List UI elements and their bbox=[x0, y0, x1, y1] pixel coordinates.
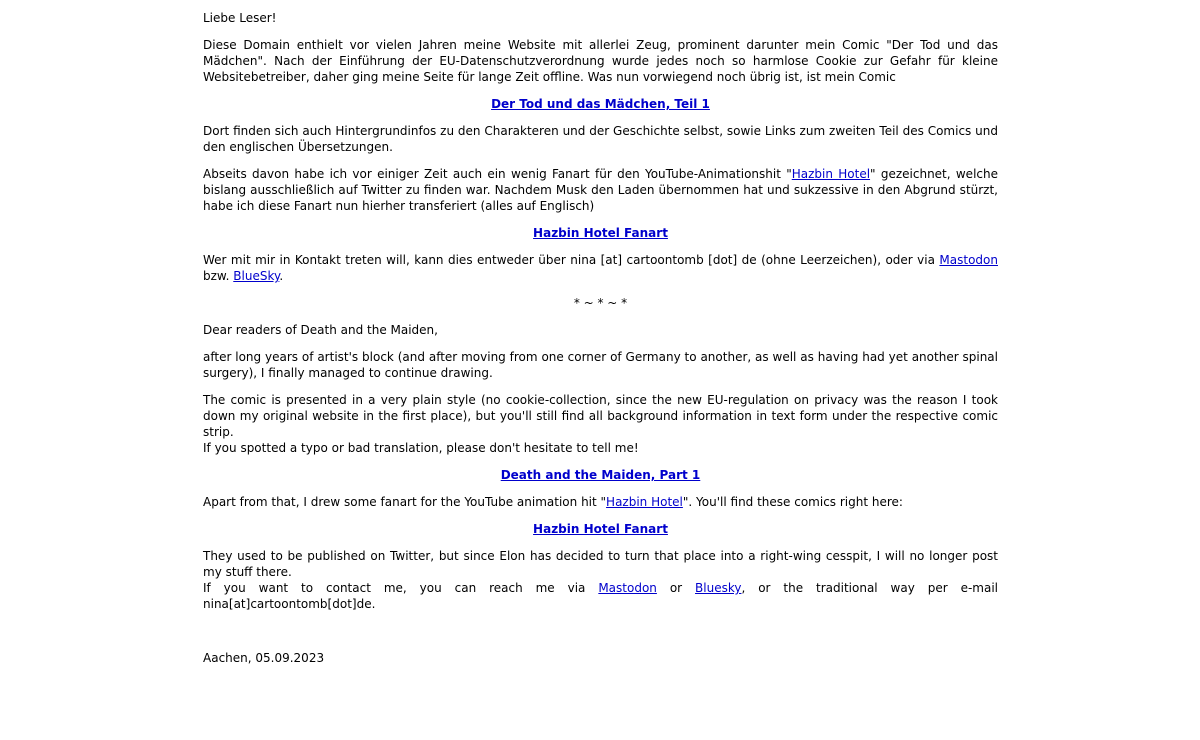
german-comic-link-line bbox=[203, 96, 998, 112]
mastodon-en-link[interactable]: Mastodon bbox=[598, 581, 657, 595]
hazbin-fanart-de-link[interactable]: Hazbin Hotel Fanart bbox=[533, 226, 668, 240]
english-style-paragraph bbox=[203, 392, 998, 456]
english-fanart-text-after: ". You'll find these comics right here: bbox=[682, 495, 903, 509]
page-content bbox=[203, 10, 998, 677]
english-contact-paragraph bbox=[203, 548, 998, 612]
english-contact-text-after: , or the traditional way per e-mail nina[at]cartoontomb[dot]de. bbox=[203, 581, 999, 611]
bluesky-en-link[interactable]: Bluesky bbox=[695, 581, 742, 595]
english-comic-link-line bbox=[203, 467, 998, 483]
bluesky-de-link[interactable]: BlueSky bbox=[233, 269, 280, 283]
german-fanart-link-line bbox=[203, 225, 998, 241]
english-fanart-link-line bbox=[203, 521, 998, 537]
german-greeting: Liebe Leser! bbox=[203, 11, 277, 25]
hazbin-hotel-en-link[interactable]: Hazbin Hotel bbox=[606, 495, 683, 509]
german-fanart-text-after: " gezeichnet, welche bislang ausschließlich auf Twitter zu finden war. Nachdem Musk den Laden übernommen hat und sukzessive in den Abgrund stürzt, habe ich diese Fanart nun hierher transferiert (alles auf Englisch) bbox=[203, 167, 998, 213]
hazbin-fanart-en-link[interactable]: Hazbin Hotel Fanart bbox=[533, 522, 668, 536]
english-intro-paragraph: after long years of artist's block (and after moving from one corner of Germany to another, as well as having had yet another spinal surgery), I finally managed to continue drawing. bbox=[203, 350, 998, 380]
german-fanart-paragraph bbox=[203, 166, 998, 214]
comic-part1-de-link[interactable]: Der Tod und das Mädchen, Teil 1 bbox=[491, 97, 710, 111]
footer-spacer bbox=[203, 623, 998, 650]
comic-part1-en-link[interactable]: Death and the Maiden, Part 1 bbox=[500, 468, 701, 482]
german-contact-text-before: Wer mit mir in Kontakt treten will, kann dies entweder über nina [at] cartoontomb [dot] de (ohne Leerzeichen), oder via bbox=[203, 253, 940, 267]
english-typo-text: If you spotted a typo or bad translation, please don't hesitate to tell me! bbox=[203, 441, 639, 455]
german-contact-paragraph bbox=[203, 252, 998, 284]
language-separator: * ~ * ~ * bbox=[573, 296, 628, 310]
english-contact-text-before: If you want to contact me, you can reach me via bbox=[203, 581, 599, 595]
footer-place-date: Aachen, 05.09.2023 bbox=[203, 651, 325, 665]
english-twitter-text: They used to be published on Twitter, but since Elon has decided to turn that place into a right-wing cesspit, I will no longer post my stuff there. bbox=[203, 549, 998, 579]
german-contact-text-mid: bzw. bbox=[203, 269, 234, 283]
german-background-paragraph: Dort finden sich auch Hintergrundinfos zu den Charakteren und der Geschichte selbst, sowie Links zum zweiten Teil des Comics und den englischen Übersetzungen. bbox=[203, 124, 998, 154]
english-greeting: Dear readers of Death and the Maiden, bbox=[203, 323, 438, 337]
english-fanart-paragraph bbox=[203, 494, 998, 510]
english-fanart-text-before: Apart from that, I drew some fanart for the YouTube animation hit " bbox=[203, 495, 607, 509]
german-intro-paragraph: Diese Domain enthielt vor vielen Jahren meine Website mit allerlei Zeug, prominent darunter mein Comic "Der Tod und das Mädchen". Nach der Einführung der EU-Datenschutzverordnung wurde jedes noch so harmlose Cookie zur Gefahr für kleine Websitebetreiber, daher ging meine Seite für lange Zeit offline. Was nun vorwiegend noch übrig ist, ist mein Comic bbox=[203, 38, 998, 84]
german-fanart-text-before: Abseits davon habe ich vor einiger Zeit auch ein wenig Fanart für den YouTube-Animationshit " bbox=[203, 167, 792, 181]
english-style-text: The comic is presented in a very plain style (no cookie-collection, since the new EU-regulation on privacy was the reason I took down my original website in the first place), but you'll still find all background information in text form under the respective comic strip. bbox=[203, 393, 998, 439]
german-contact-text-after: . bbox=[279, 269, 284, 283]
mastodon-de-link[interactable]: Mastodon bbox=[939, 253, 998, 267]
hazbin-hotel-de-link[interactable]: Hazbin Hotel bbox=[791, 167, 871, 181]
english-contact-text-mid: or bbox=[656, 581, 696, 595]
